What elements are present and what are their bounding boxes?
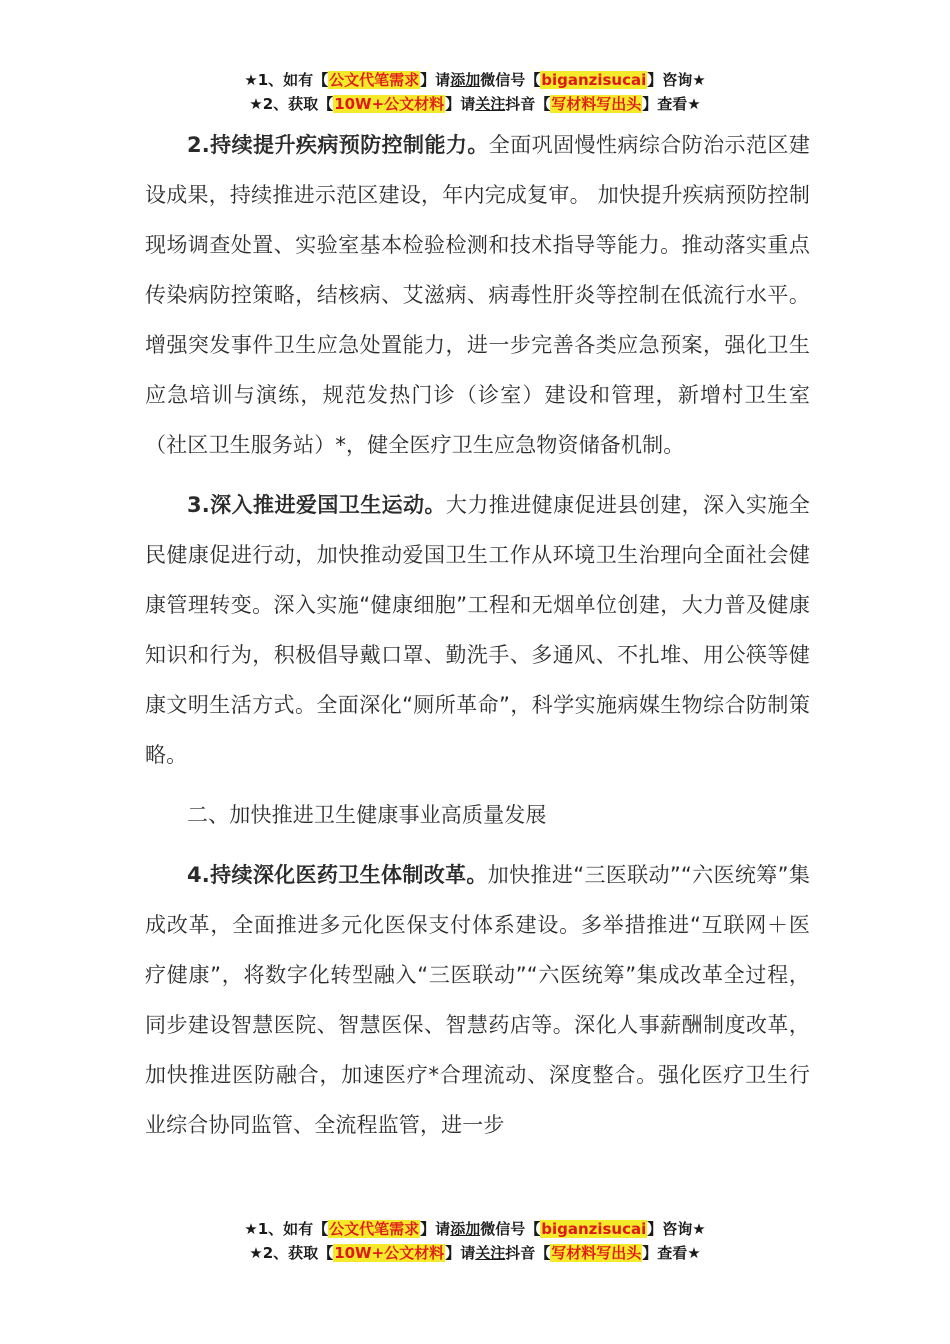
paragraph-lead: 2.持续提升疾病预防控制能力。 bbox=[187, 133, 489, 157]
banner-line-2: ★2、获取【10W+公文材料】请关注抖音【写材料写出头】查看★ bbox=[249, 1244, 701, 1262]
paragraph-text: 大力推进健康促进县创建，深入实施全民健康促进行动，加快推动爱国卫生工作从环境卫生治理向全面社会健康管理转变。深入实施“健康细胞”工程和无烟单位创建，大力普及健康知识和行为，积极倡导戴口罩、勤洗手、多通风、不扎堆、用公筷等健康文明生活方式。全面深化“厕所革命”，科学实施病媒生物综合防制策略。 bbox=[145, 493, 810, 767]
paragraph-text: 加快推进“三医联动”“六医统筹”集成改革，全面推进多元化医保支付体系建设。多举措推进“互联网＋医疗健康”，将数字化转型融入“三医联动”“六医统筹”集成改革全过程，同步建设智慧医院、智慧医保、智慧药店等。深化人事薪酬制度改革，加快推进医防融合，加速医疗*合理流动、深度整合。强化医疗卫生行业综合协同监管、全流程监管，进一步 bbox=[145, 863, 810, 1137]
highlight-douyin: 写材料写出头 bbox=[551, 1244, 642, 1262]
paragraph-healthcare-reform bbox=[145, 850, 810, 1150]
paragraph-text: 全面巩固慢性病综合防治示范区建设成果，持续推进示范区建设，年内完成复审。 加快提升疾病预防控制现场调查处置、实验室基本检验检测和技术指导等能力。推动落实重点传染病防控策略，结核病、艾滋病、病毒性肝炎等控制在低流行水平。增强突发事件卫生应急处置能力，进一步完善各类应急预案，强化卫生应急培训与演练，规范发热门诊（诊室）建设和管理，新增村卫生室（社区卫生服务站）*，健全医疗卫生应急物资储备机制。 bbox=[145, 133, 810, 457]
highlight-service: 公文代笔需求 bbox=[329, 71, 420, 89]
highlight-materials: 10W+公文材料 bbox=[334, 1244, 445, 1262]
banner-line-1: ★1、如有【公文代笔需求】请添加微信号【biganzisucai】咨询★ bbox=[244, 1220, 706, 1238]
paragraph-disease-control bbox=[145, 120, 810, 470]
header-banner bbox=[0, 68, 950, 116]
banner-line-1: ★1、如有【公文代笔需求】请添加微信号【biganzisucai】咨询★ bbox=[244, 71, 706, 89]
section-heading: 二、加快推进卫生健康事业高质量发展 bbox=[187, 803, 547, 827]
paragraph-lead: 4.持续深化医药卫生体制改革。 bbox=[187, 863, 488, 887]
paragraph-patriotic-health bbox=[145, 480, 810, 780]
highlight-douyin: 写材料写出头 bbox=[551, 95, 642, 113]
footer-banner bbox=[0, 1217, 950, 1265]
paragraph-lead: 3.深入推进爱国卫生运动。 bbox=[187, 493, 446, 517]
document-body bbox=[145, 120, 810, 1150]
highlight-service: 公文代笔需求 bbox=[329, 1220, 420, 1238]
highlight-materials: 10W+公文材料 bbox=[334, 95, 445, 113]
highlight-wechat-id: biganzisucai bbox=[541, 1220, 647, 1238]
highlight-wechat-id: biganzisucai bbox=[541, 71, 647, 89]
banner-line-2: ★2、获取【10W+公文材料】请关注抖音【写材料写出头】查看★ bbox=[249, 95, 701, 113]
